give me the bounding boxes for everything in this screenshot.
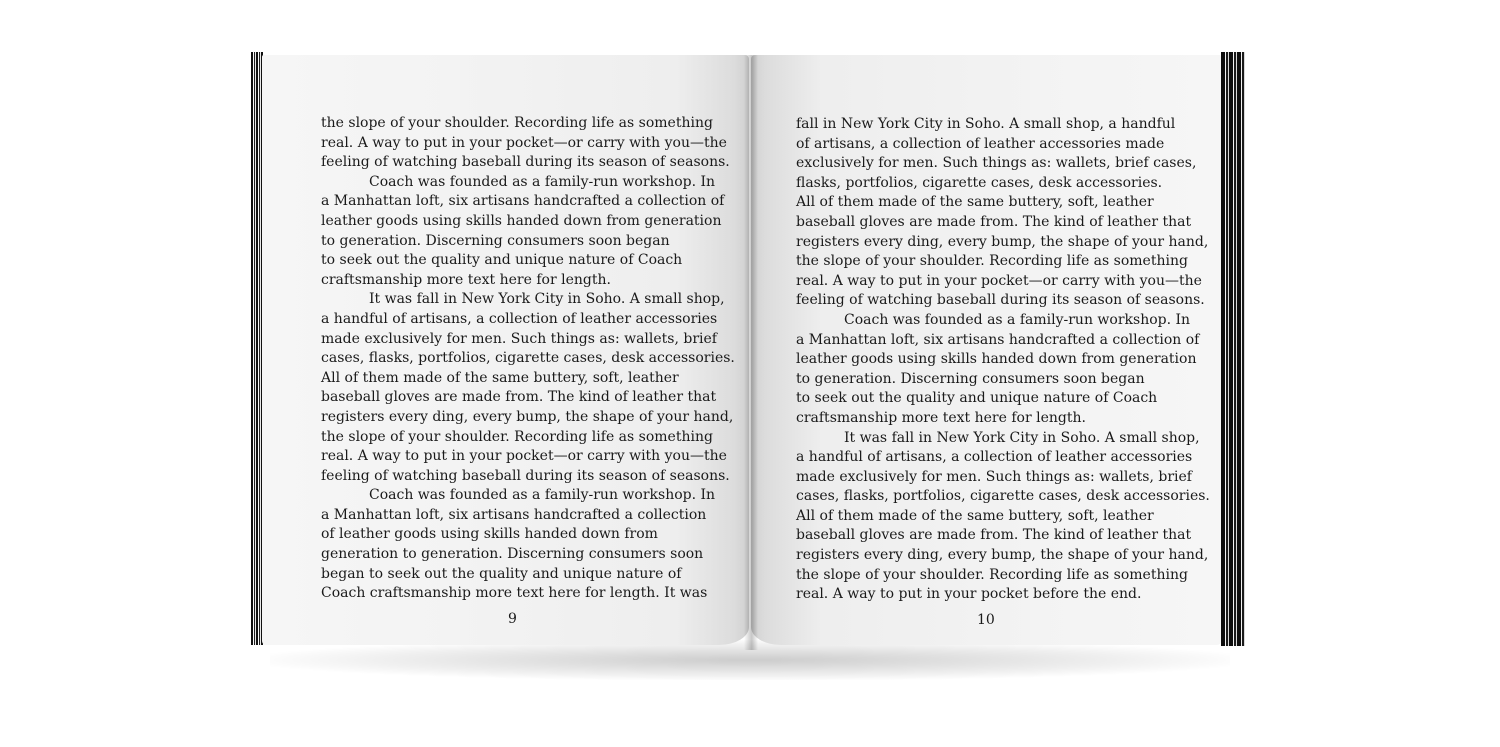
text-line: the slope of your shoulder. Recording life as something	[321, 115, 713, 131]
text-line: exclusively for men. Such things as: wallets, brief cases,	[796, 155, 1197, 172]
text-line: real. A way to put in your pocket—or carry with you—the	[321, 134, 727, 151]
text-line: made exclusively for men. Such things as: wallets, brief	[796, 468, 1192, 485]
text-line: All of them made of the same buttery, soft, leather	[321, 369, 679, 386]
text-line: All of them made of the same buttery, soft, leather	[796, 507, 1154, 524]
text-line: to seek out the quality and unique nature of Coach	[321, 252, 683, 269]
text-line: the slope of your shoulder. Recording life as something	[321, 428, 713, 445]
text-line: feeling of watching baseball during its season of seasons.	[321, 467, 730, 484]
text-line: feeling of watching baseball during its season of seasons.	[321, 154, 730, 171]
text-line: generation to generation. Discerning consumers soon	[321, 546, 704, 563]
text-line: began to seek out the quality and unique nature of	[321, 565, 682, 582]
text-line: registers every ding, every bump, the shape of your hand,	[796, 547, 1209, 564]
text-line: Coach was founded as a family-run workshop. In	[844, 311, 1191, 328]
text-line: of leather goods using skills handed down from	[321, 526, 658, 543]
text-line: of artisans, a collection of leather accessories made	[796, 135, 1165, 152]
text-line: baseball gloves are made from. The kind of leather that	[321, 389, 717, 406]
text-line: Coach craftsmanship more text here for length. It was	[321, 585, 708, 602]
text-line: a Manhattan loft, six artisans handcrafted a collection of	[321, 193, 725, 210]
text-line: baseball gloves are made from. The kind of leather that	[796, 527, 1192, 544]
text-line: to generation. Discerning consumers soon began	[796, 370, 1145, 387]
text-line: real. A way to put in your pocket—or carry with you—the	[796, 272, 1202, 289]
right-page-body-text	[796, 115, 1210, 605]
text-line: feeling of watching baseball during its season of seasons.	[796, 292, 1205, 309]
text-line: the slope of your shoulder. Recording life as something	[796, 566, 1188, 583]
text-line: a Manhattan loft, six artisans handcrafted a collection	[321, 506, 707, 523]
text-line: cases, flasks, portfolios, cigarette cases, desk accessories.	[321, 350, 735, 367]
right-page-number: 10	[977, 612, 995, 628]
text-line: It was fall in New York City in Soho. A small shop,	[369, 291, 725, 308]
text-line: flasks, portfolios, cigarette cases, desk accessories.	[796, 174, 1163, 191]
left-page-body-text	[321, 114, 735, 604]
text-line: leather goods using skills handed down from generation	[796, 351, 1197, 368]
text-line: real. A way to put in your pocket—or carry with you—the	[321, 448, 727, 465]
text-line: made exclusively for men. Such things as: wallets, brief	[321, 330, 717, 347]
right-page-stack-edge	[1221, 52, 1245, 646]
text-line: cases, flasks, portfolios, cigarette cases, desk accessories.	[796, 488, 1210, 505]
book-gutter	[744, 55, 758, 650]
text-line: the slope of your shoulder. Recording life as something	[796, 253, 1188, 270]
text-line: to seek out the quality and unique nature of Coach	[796, 390, 1158, 407]
left-page-number: 9	[508, 611, 517, 627]
text-line: fall in New York City in Soho. A small shop, a handful	[796, 116, 1176, 132]
text-line: a handful of artisans, a collection of leather accessories	[796, 449, 1193, 466]
text-line: All of them made of the same buttery, soft, leather	[796, 194, 1154, 211]
text-line: leather goods using skills handed down from generation	[321, 212, 722, 229]
text-line: craftsmanship more text here for length.	[796, 409, 1086, 426]
text-line: Coach was founded as a family-run workshop. In	[369, 173, 716, 190]
text-line: real. A way to put in your pocket before the end.	[796, 586, 1142, 603]
text-line: Coach was founded as a family-run workshop. In	[369, 487, 716, 504]
text-line: registers every ding, every bump, the shape of your hand,	[796, 233, 1209, 250]
text-line: craftsmanship more text here for length.	[321, 271, 611, 288]
text-line: a handful of artisans, a collection of leather accessories	[321, 310, 718, 327]
text-line: baseball gloves are made from. The kind of leather that	[796, 213, 1192, 230]
text-line: to generation. Discerning consumers soon began	[321, 232, 670, 249]
text-line: a Manhattan loft, six artisans handcrafted a collection of	[796, 331, 1200, 348]
text-line: registers every ding, every bump, the shape of your hand,	[321, 408, 734, 425]
text-line: It was fall in New York City in Soho. A small shop,	[844, 429, 1200, 446]
